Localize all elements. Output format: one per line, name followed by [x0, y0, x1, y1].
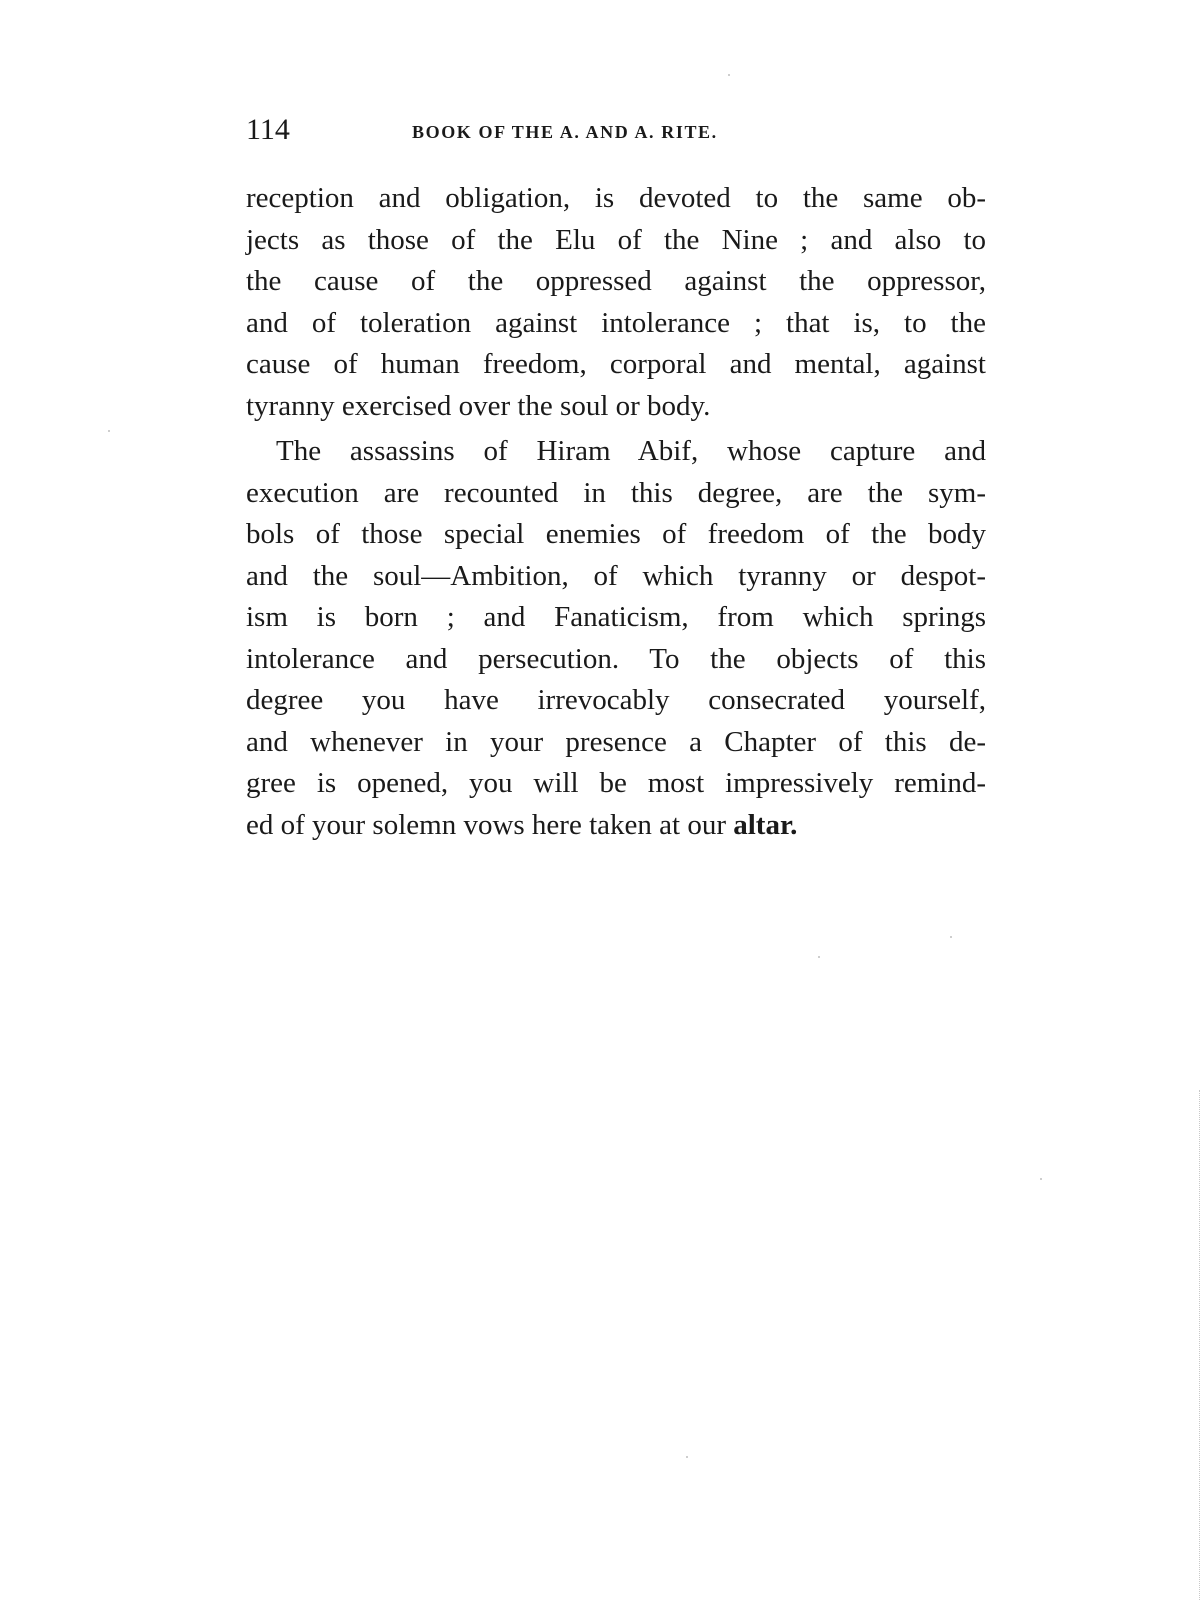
text-line: execution are recounted in this degree, are the sym-: [246, 476, 986, 509]
text-line: ism is born ; and Fanaticism, from which springs: [246, 601, 986, 633]
scan-speck: [686, 1456, 688, 1458]
scan-speck: [1040, 1178, 1042, 1180]
final-line-bold-word: altar.: [733, 808, 798, 841]
final-line-text: ed of your solemn vows here taken at our: [246, 808, 734, 841]
running-head: BOOK OF THE A. AND A. RITE.: [412, 122, 718, 142]
text-line: and of toleration against intolerance ; that is, to the: [246, 306, 986, 339]
paragraph-2: [246, 431, 986, 846]
page-number: 114: [246, 113, 290, 146]
text-line: intolerance and persecution. To the objects of this: [246, 642, 986, 675]
text-line: degree you have irrevocably consecrated yourself,: [246, 684, 986, 716]
text-line: and the soul—Ambition, of which tyranny or despot-: [246, 559, 986, 592]
body-text: [246, 178, 986, 846]
text-line: tyranny exercised over the soul or body.: [246, 389, 711, 422]
scan-speck: [108, 430, 110, 432]
page-header: [246, 112, 986, 152]
text-line: cause of human freedom, corporal and mental, against: [246, 348, 986, 380]
scan-speck: [950, 936, 952, 938]
text-line-final: [246, 805, 986, 847]
scan-speck: [818, 956, 820, 958]
text-line: reception and obligation, is devoted to the same ob-: [246, 182, 986, 214]
text-line: gree is opened, you will be most impressively remind-: [246, 767, 986, 799]
text-line: bols of those special enemies of freedom of the body: [246, 518, 986, 550]
scan-speck: [728, 74, 730, 76]
paragraph-1: [246, 178, 986, 427]
text-line: jects as those of the Elu of the Nine ; and also to: [246, 223, 986, 256]
text-line: The assassins of Hiram Abif, whose capture and: [276, 435, 986, 467]
text-line: and whenever in your presence a Chapter of this de-: [246, 725, 986, 758]
text-line: the cause of the oppressed against the oppressor,: [246, 265, 986, 297]
